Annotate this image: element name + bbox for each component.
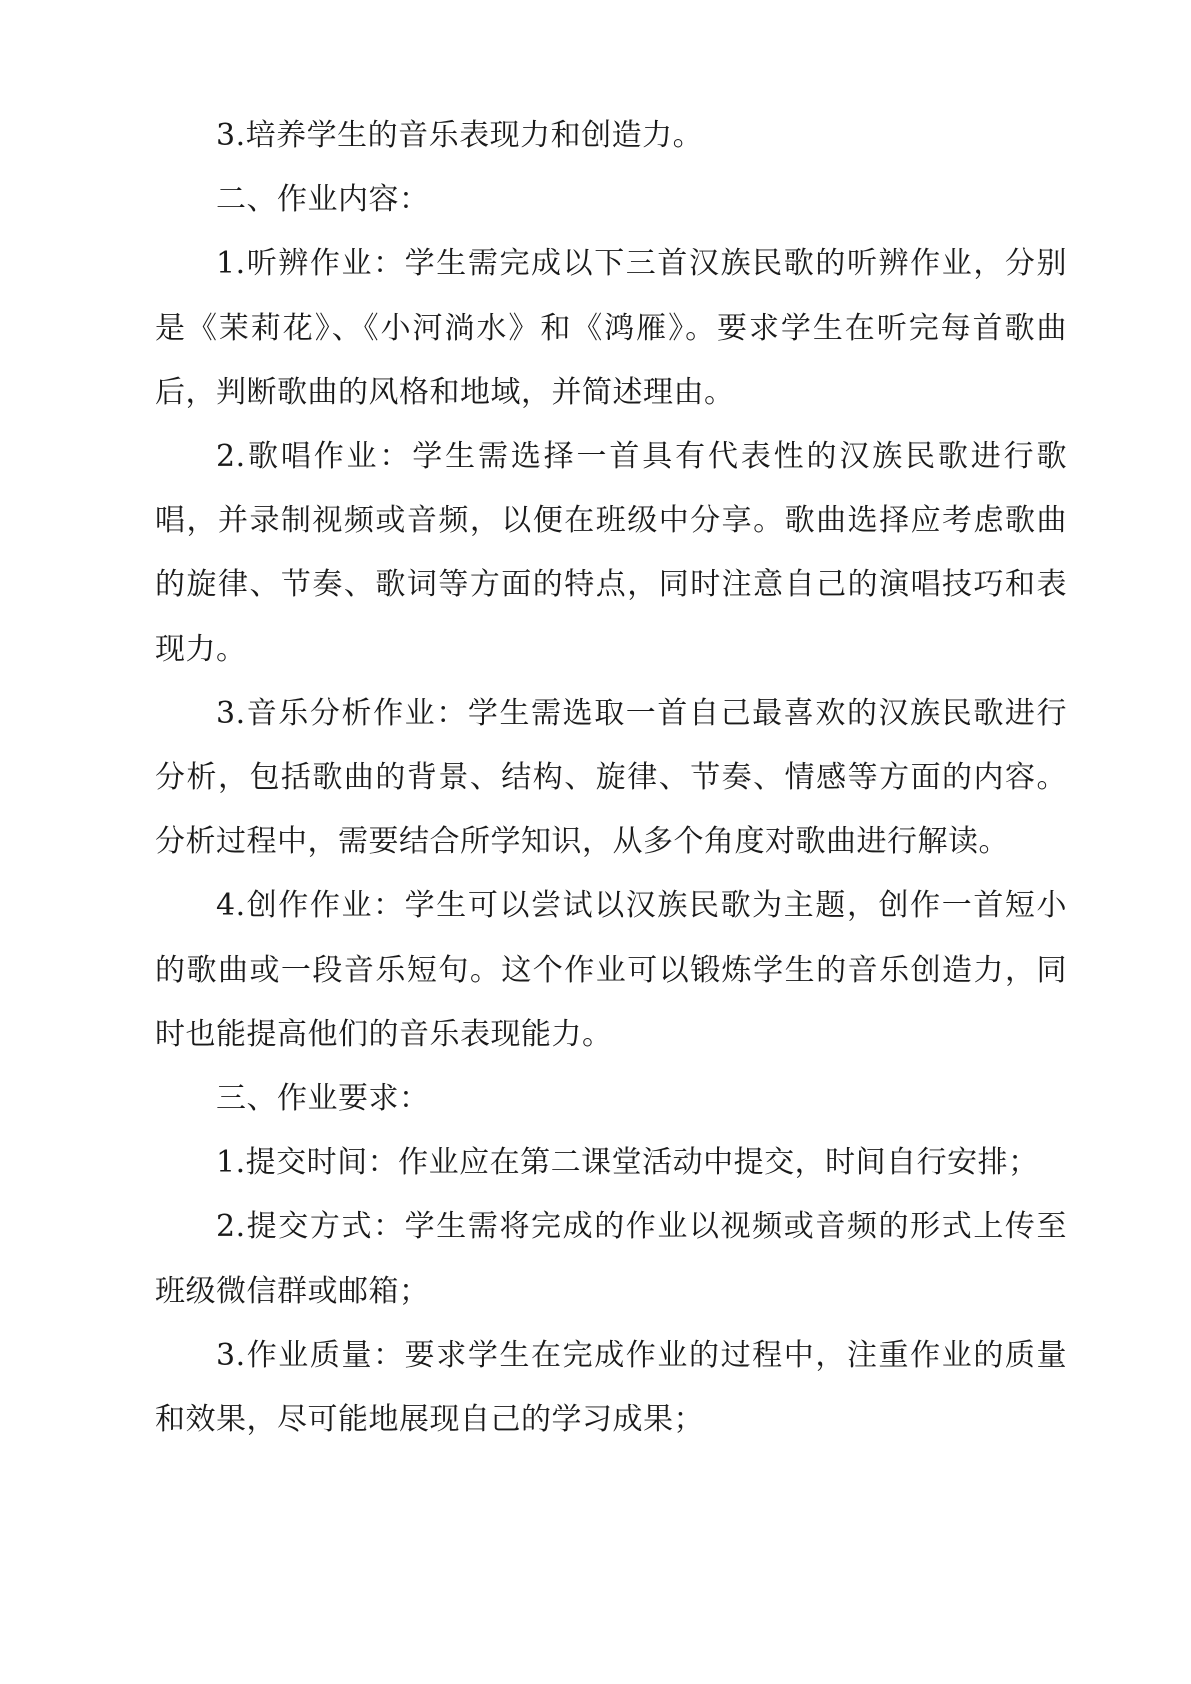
section-heading-requirements: 三、作业要求：	[216, 1081, 430, 1117]
paragraph-creation-task: 4.创作作业：学生可以尝试以汉族民歌为主题，创作一首短小的歌曲或一段音乐短句。这个作业可以锻炼学生的音乐创造力，同时也能提高他们的音乐表现能力。	[155, 888, 1067, 1052]
paragraph-submit-method: 2.提交方式：学生需将完成的作业以视频或音频的形式上传至班级微信群或邮箱；	[155, 1209, 1067, 1309]
paragraph-singing-task: 2.歌唱作业：学生需选择一首具有代表性的汉族民歌进行歌唱，并录制视频或音频，以便在班级中分享。歌曲选择应考虑歌曲的旋律、节奏、歌词等方面的特点，同时注意自己的演唱技巧和表现力。	[155, 439, 1067, 667]
document-body	[155, 104, 1067, 1452]
section-heading-content: 二、作业内容：	[216, 182, 430, 218]
paragraph-listening-task: 1.听辨作业：学生需完成以下三首汉族民歌的听辨作业，分别是《茉莉花》、《小河淌水》和《鸿雁》。要求学生在听完每首歌曲后，判断歌曲的风格和地域，并简述理由。	[155, 246, 1067, 410]
paragraph-submit-time: 1.提交时间：作业应在第二课堂活动中提交，时间自行安排；	[216, 1145, 1039, 1181]
paragraph-analysis-task: 3.音乐分析作业：学生需选取一首自己最喜欢的汉族民歌进行分析，包括歌曲的背景、结构、旋律、节奏、情感等方面的内容。分析过程中，需要结合所学知识，从多个角度对歌曲进行解读。	[155, 695, 1067, 860]
paragraph-quality: 3.作业质量：要求学生在完成作业的过程中，注重作业的质量和效果，尽可能地展现自己的学习成果；	[155, 1337, 1067, 1438]
paragraph-goal-3: 3.培养学生的音乐表现力和创造力。	[216, 118, 704, 153]
